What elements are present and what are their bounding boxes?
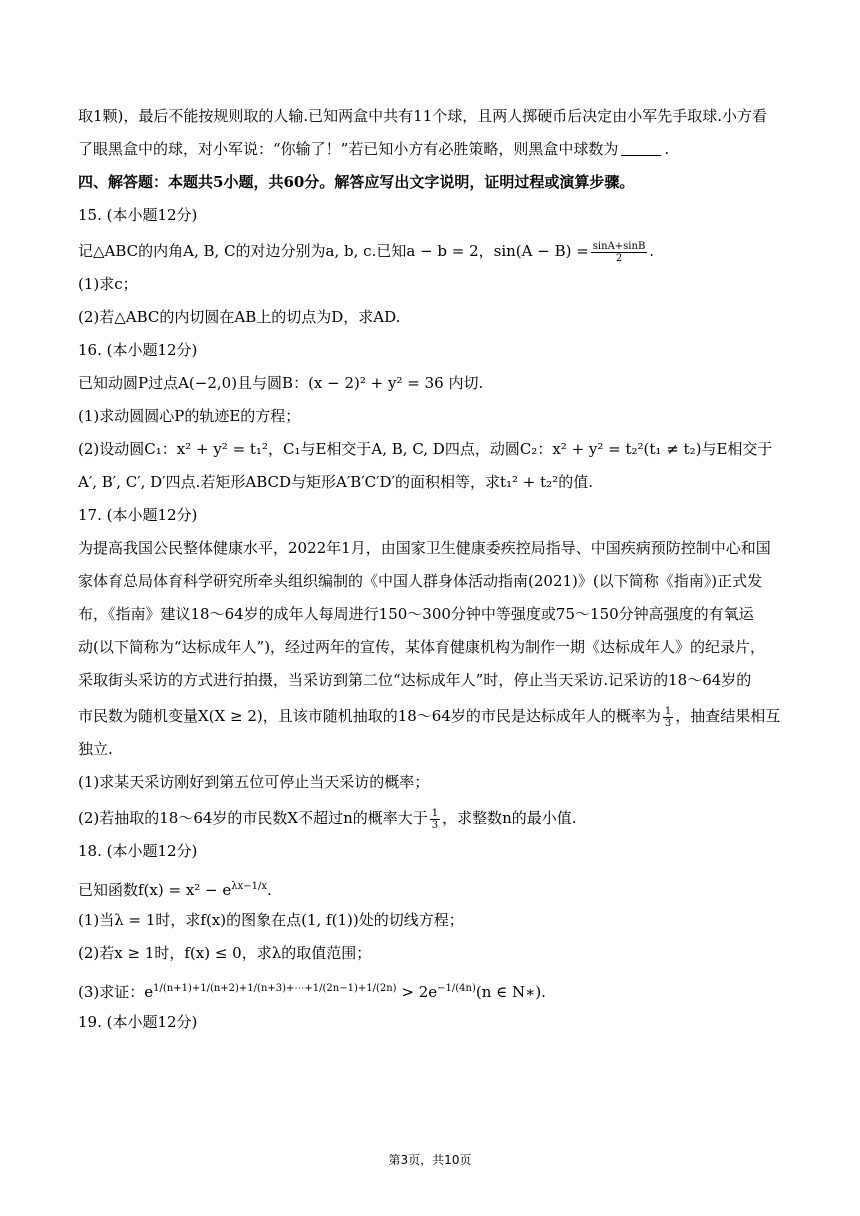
- problem-17-text: 采取街头采访的方式进行拍摄，当采访到第二位“达标成年人”时，停止当天采访.记采访的18～64岁的: [78, 671, 752, 689]
- problem-16-part-2-cont: A′, B′, C′, D′四点.若矩形ABCD与矩形A′B′C′D′的面积相等，求t₁² + t₂²的值.: [78, 473, 593, 491]
- problem-17-text: 独立.: [78, 740, 113, 758]
- problem-17-part-1: (1)求某天采访刚好到第五位可停止当天采访的概率；: [78, 773, 430, 791]
- problem-15-statement: 记△ABC的内角A, B, C的对边分别为a, b, c.已知a − b = 2，sin(A − B) = $\frac{\sin A+\sin B}{2}$ .: [78, 240, 655, 264]
- answer-blank: [621, 141, 661, 156]
- problem-15-part-1: (1)求c；: [78, 275, 138, 293]
- page-footer: 第3页，共10页: [388, 1153, 472, 1167]
- text-line: 了眼黑盒中的球，对小军说：“你输了！”若已知小方有必胜策略，则黑盒中球数为 .: [78, 140, 670, 158]
- problem-17-text: 市民数为随机变量X(X ≥ 2)，且该市随机抽取的18～64岁的市民是达标成年人的概率为 $\frac{1}{3}$ ，抽查结果相互: [78, 705, 781, 729]
- problem-18-header: 18. (本小题12分): [78, 842, 198, 860]
- problem-17-header: 17. (本小题12分): [78, 506, 198, 524]
- problem-15-header: 15. (本小题12分): [78, 206, 198, 224]
- section-heading: 四、解答题：本题共5小题，共60分。解答应写出文字说明，证明过程或演算步骤。: [78, 173, 635, 191]
- problem-17-text: 布，《指南》建议18～64岁的成年人每周进行150～300分钟中等强度或75～150分钟高强度的有氧运: [78, 605, 754, 623]
- problem-17-text: 家体育总局体育科学研究所牵头组织编制的《中国人群身体活动指南(2021)》(以下简称《指南》)正式发: [78, 572, 763, 590]
- problem-18-part-1: (1)当λ = 1时，求f(x)的图象在点(1, f(1))处的切线方程；: [78, 911, 464, 929]
- problem-16-part-1: (1)求动圆圆心P的轨迹E的方程；: [78, 407, 301, 425]
- fraction: $\frac{\sin A+\sin B}{2}$: [592, 240, 646, 264]
- problem-18-part-3: (3)求证：$e^{1/(n+1)+1/(n+2)+1/(n+3)+\cdots+1/(2n-1)+1/(2n)} > 2e^{-1/(4n)}(n$ ∈ N∗).: [78, 983, 546, 1001]
- problem-17-part-2: (2)若抽取的18～64岁的市民数X不超过n的概率大于 $\frac{1}{3}$ ，求整数n的最小值.: [78, 807, 577, 831]
- problem-18-statement: 已知函数$f(x) = x^2 - e^{\lambda x-1/x}$.: [78, 881, 272, 899]
- fraction: $\frac{1}{3}$: [431, 807, 439, 831]
- text-line: 取1颗)，最后不能按规则取的人输.已知两盒中共有11个球，且两人掷硬币后决定由小军先手取球.小方看: [78, 107, 768, 125]
- problem-16-part-2: (2)设动圆C₁：x² + y² = t₁²，C₁与E相交于A, B, C, D四点，动圆C₂：x² + y² = t₂²(t₁ ≠ t₂)与E相交于: [78, 440, 773, 458]
- problem-17-text: 动(以下简称为“达标成年人”)，经过两年的宣传，某体育健康机构为制作一期《达标成年人》的纪录片，: [78, 638, 766, 656]
- problem-15-part-2: (2)若△ABC的内切圆在AB上的切点为D，求AD.: [78, 308, 401, 326]
- problem-18-part-2: (2)若x ≥ 1时，f(x) ≤ 0，求λ的取值范围；: [78, 944, 372, 962]
- problem-19-header: 19. (本小题12分): [78, 1013, 198, 1031]
- problem-16-header: 16. (本小题12分): [78, 341, 198, 359]
- problem-16-statement: 已知动圆P过点A(−2,0)且与圆B：(x − 2)² + y² = 36 内切.: [78, 374, 484, 392]
- page-content: [78, 104, 786, 1043]
- problem-17-text: 为提高我国公民整体健康水平，2022年1月，由国家卫生健康委疾控局指导、中国疾病预防控制中心和国: [78, 539, 771, 557]
- fraction: $\frac{1}{3}$: [664, 705, 672, 729]
